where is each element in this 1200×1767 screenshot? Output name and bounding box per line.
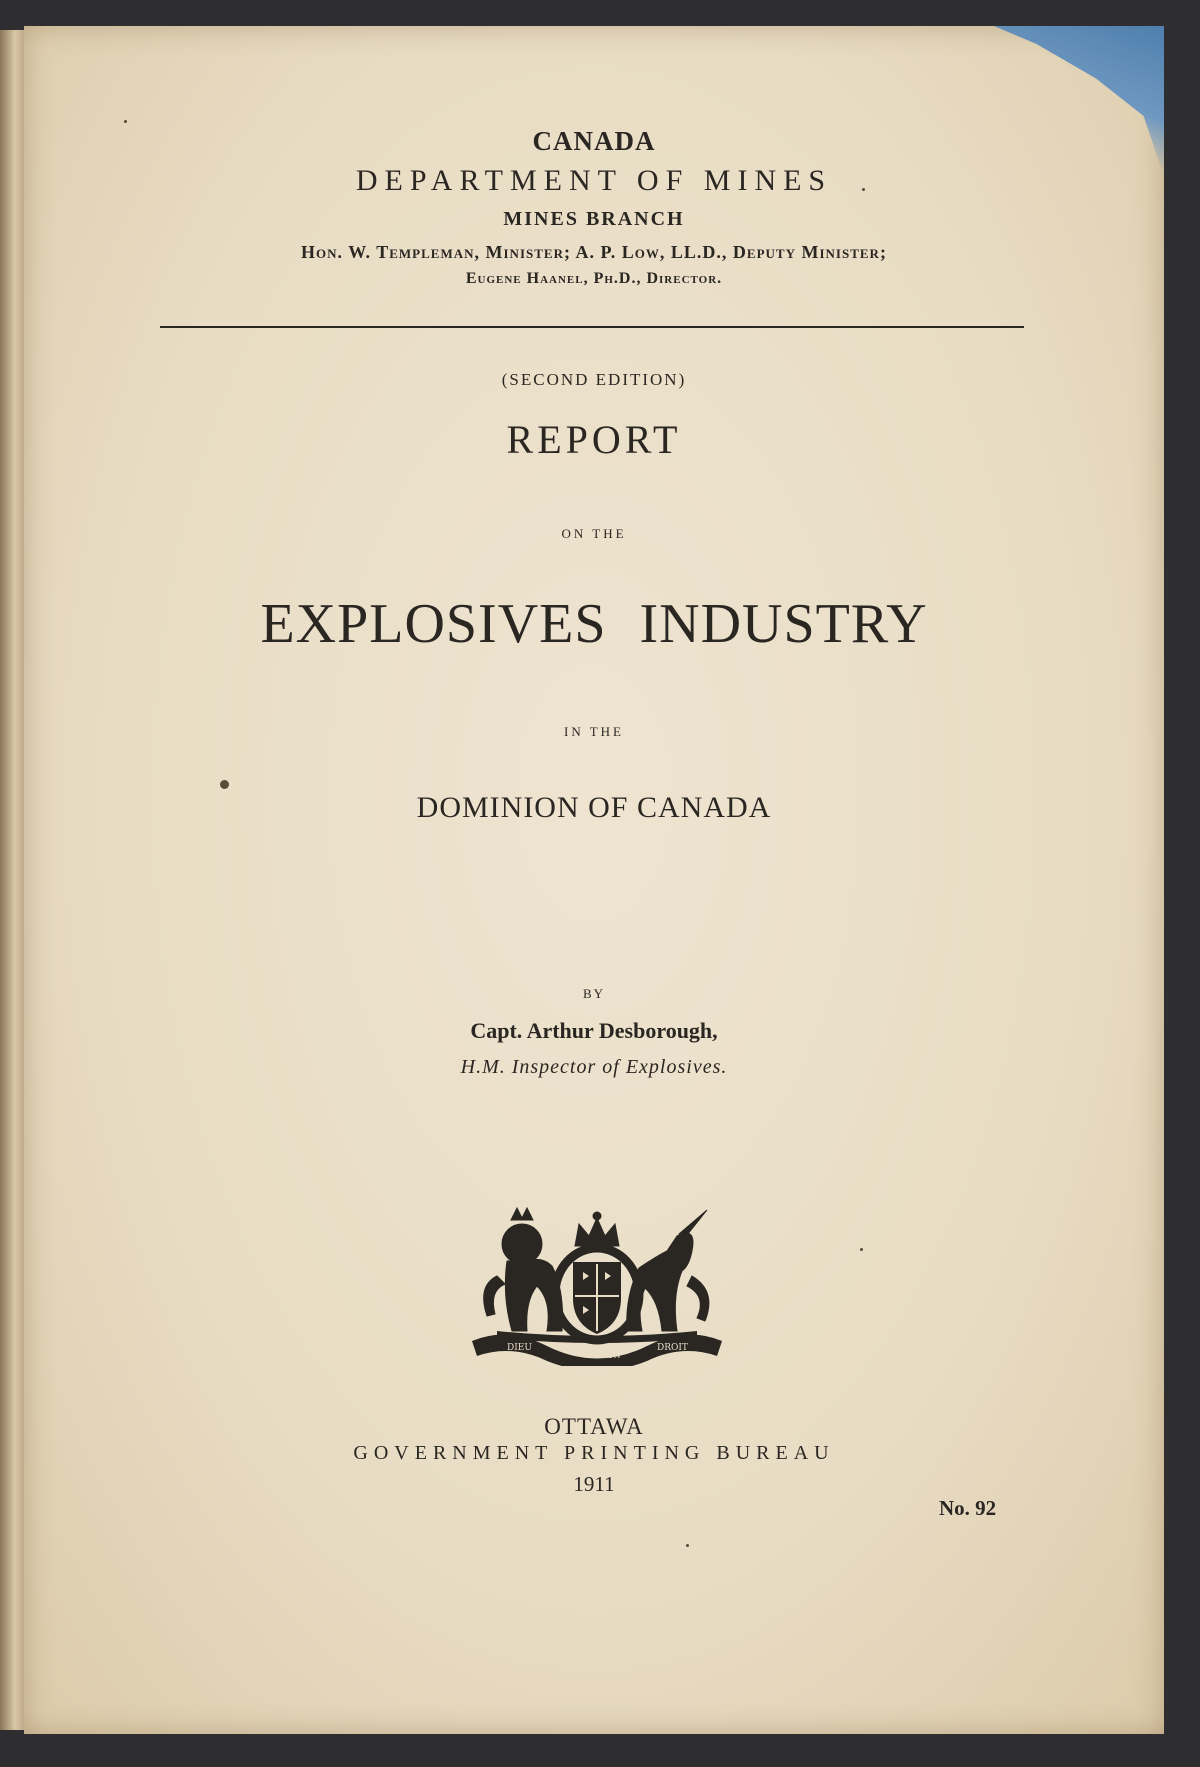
- motto-right: DROIT: [657, 1343, 688, 1353]
- officials-line-2: Eugene Haanel, Ph.D., Director.: [465, 270, 723, 287]
- on-the-label: ON THE: [561, 526, 627, 541]
- paper-speck: [686, 1544, 689, 1547]
- region-title: DOMINION OF CANADA: [416, 791, 772, 824]
- branch-heading: MINES BRANCH: [503, 208, 685, 230]
- report-heading: REPORT: [506, 417, 682, 462]
- imprint-city: OTTAWA: [544, 1414, 644, 1439]
- imprint-printer: GOVERNMENT PRINTING BUREAU: [353, 1442, 835, 1464]
- publication-number: No. 92: [939, 1496, 997, 1520]
- title-page: [24, 26, 1164, 1734]
- adjacent-page-edge: [0, 30, 27, 1730]
- header-divider: [160, 326, 1024, 328]
- royal-coat-of-arms-icon: [467, 1206, 727, 1366]
- paper-speck: [220, 780, 229, 789]
- department-heading: DEPARTMENT OF MINES: [355, 164, 833, 197]
- edition-label: (SECOND EDITION): [501, 370, 687, 389]
- paper-speck: [862, 188, 865, 191]
- motto-center: ET MON: [585, 1351, 621, 1360]
- in-the-label: IN THE: [563, 724, 624, 739]
- author-name: Capt. Arthur Desborough,: [470, 1018, 718, 1043]
- motto-left: DIEU: [507, 1343, 532, 1353]
- report-subject-title: EXPLOSIVES INDUSTRY: [260, 593, 928, 655]
- country-heading: CANADA: [532, 126, 656, 156]
- imprint-year: 1911: [573, 1472, 615, 1496]
- paper-speck: [124, 120, 127, 123]
- paper-speck: [860, 1248, 863, 1251]
- by-label: BY: [582, 986, 606, 1001]
- officials-line-1: Hon. W. Templeman, Minister; A. P. Low, LL.D., Deputy Minister;: [301, 242, 887, 262]
- author-title: H.M. Inspector of Explosives.: [460, 1056, 728, 1078]
